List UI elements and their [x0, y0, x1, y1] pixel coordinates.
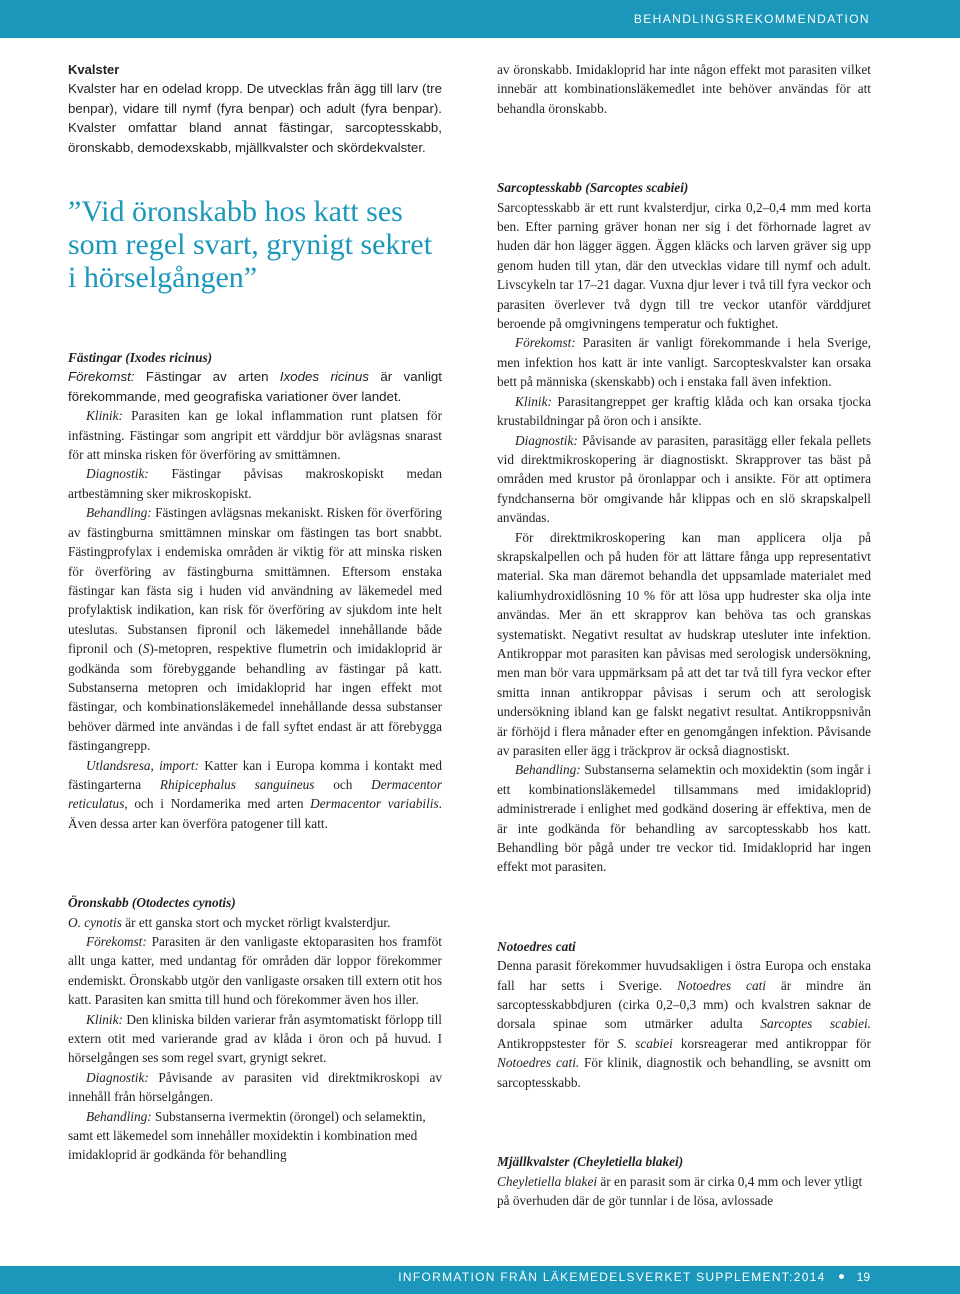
diagnostik-label: Diagnostik: [86, 1069, 149, 1085]
fastingar-behandling [68, 503, 442, 755]
text-span: För direktmikroskopering kan man applicera olja på skrapskalpellen och på huden för att lättare fånga upp representativt material. Ska man däremot behandla det uppsamlade materialet med kaliumhydroxidlösning 10 % för att lösa upp hudrester ska olja inte användas. Mer än ett skrapprov kan behöva tas och granskas systematiskt. Negativt resultat av hudskrap utesluter inte infektion. Antikroppar mot parasiten kan påvisas med serologisk undersökning, men man bör vara uppmärksam på att det tar två till fyra veckor efter smitta innan antikroppar påvisas i serum och att serologisk undersökning ibland kan ge falskt negativt resultat. Antikroppsnivån är förhöjd i flera månader efter en genomgången infektion. Påvisande av parasiten eller ägg i träckprov är också diagnostiskt. [497, 529, 871, 758]
text-span: Denna parasit förekommer huvudsakligen i östra Europa och enstaka fall har setts i Sverige. [497, 958, 871, 993]
forekomst-label: Förekomst: [68, 369, 135, 385]
section-label: BEHANDLINGSREKOMMENDATION [633, 12, 870, 26]
oronskabb-behandling [68, 1107, 442, 1165]
cheyletiella-heading: Mjällkvalster (Cheyletiella blakei) [497, 1154, 684, 1170]
sarcoptes-heading: Sarcoptesskabb (Sarcoptes scabiei) [497, 180, 689, 196]
footer-bar [0, 1266, 960, 1294]
header-bar [0, 0, 960, 38]
text-span: Påvisande av parasiten vid direktmikroskopi av innehåll från hörselgången. [68, 1069, 442, 1105]
oronskabb-intro [68, 913, 442, 932]
text-span: Sarcoptesskabb är ett runt kvalsterdjur, cirka 0,2–0,4 mm med korta ben. Efter parning gräver honan ner sig i det förhornade lagret av huden där hon lägger äggen. Äggen kläcks och larven gräver sig upp genom huden till ytan, där den utvecklas vidare till nymf och adult. Livscykeln tar 17–21 dagar. Vuxna djur lever i två till fyra veckor och parasiten överlever två dygn till tre veckor utanför värddjuret beroende på omgivningens temperatur och fuktighet. [497, 199, 871, 332]
left-column [68, 60, 442, 1165]
text-span: och [314, 776, 372, 792]
section-spacer [497, 877, 871, 937]
text-span: Fästingar av arten [134, 369, 280, 385]
fastingar-forekomst [68, 367, 442, 406]
pull-quote: ”Vid öronskabb hos katt ses som regel svart, grynigt sekret i hörselgången” [68, 195, 433, 295]
text-span: Parasiten kan ge lokal inflammation runt platsen för infästning. Fästingar som angripit ett värddjur bör avlägsnas snarast för att minska risken för överföring av smittämnen. [68, 408, 442, 463]
bullet-icon [839, 1274, 844, 1279]
text-span: Fästingen avlägsnas mekaniskt. Risken för överföring av fästingburna smittämnen minskar om fästingen tas bort snabbt. Fästingprofylax i endemiska områden är viktig för att minska risken för överföring av fästingburna smittämnen. Eftersom enstaka fästingar kan fästa sig i huden vid användning av läkemedel med profylaktisk indikation, kan risk för överföring av sjukdom inte helt uteslutas. Substansen fipronil och läkemedel innehållande både fipronil och ( [68, 505, 442, 657]
diagnostik-label: Diagnostik: [86, 466, 149, 482]
sarcoptes-direktmikroskopering [497, 528, 871, 761]
sarcoptes-klinik [497, 392, 871, 431]
sarcoptes-diagnostik [497, 431, 871, 528]
text-span: Antikroppstester för [497, 1035, 618, 1051]
species-name: Ixodes ricinus [279, 369, 369, 385]
text-span: Påvisande av parasiten, parasitägg eller fekala pellets vid direktmikroskopering är diagnostiskt. Skrapprover tas bäst på områden med krustor på öronlappar och i ansikte. För att optimera fyndchanserna bör omgivande hår klippas och en slö skrapskalpell användas. [497, 432, 871, 526]
text-span: är en parasit som är cirka 0,4 mm och lever ytligt på överhuden där de gör tunnlar i de lösa, avlossade [497, 1173, 863, 1208]
sarcoptes-intro [497, 198, 871, 334]
klinik-label: Klinik: [86, 408, 123, 424]
species-name: Cheyletiella blakei [497, 1173, 598, 1189]
publication-label: INFORMATION FRÅN LÄKEMEDELSVERKET SUPPLEMENT:2014 [398, 1270, 826, 1284]
oronskabb-heading: Öronskabb (Otodectes cynotis) [68, 895, 236, 911]
species-name: Dermacentor variabilis [310, 796, 439, 812]
text-span: Parasiten är vanligt förekommande i hela Sverige, men infektion hos katt är inte vanligt. Sarcopteskvalster kan orsaka bett på människa (skenskabb) och i enstaka fall även infektion. [497, 335, 871, 390]
klinik-label: Klinik: [86, 1011, 123, 1027]
diagnostik-label: Diagnostik: [515, 432, 578, 448]
oronskabb-forekomst [68, 932, 442, 1010]
fastingar-heading: Fästingar (Ixodes ricinus) [68, 350, 213, 366]
species-name: Notoedres cati [677, 977, 766, 993]
section-spacer [497, 118, 871, 178]
text-span: Substanserna ivermektin (örongel) och selamektin, samt ett läkemedel som innehåller moxidektin i kombination med imidakloprid är godkända för behandling [68, 1108, 426, 1163]
sarcoptes-forekomst [497, 333, 871, 391]
text-span: är vanligt förekommande, med geografiska variationer över landet. [68, 369, 442, 404]
notoedres-heading: Notoedres cati [497, 938, 576, 954]
section-spacer [497, 1092, 871, 1152]
text-span: Parasiten är den vanligaste ektoparasiten hos framföt allt unga katter, med undantag för områden där loppor förekommer endemiskt. Öronskabb utgör den vanligaste orsaken till extern otit hos katt. Parasiten kan smitta till hund och förekommer även hos iller. [68, 934, 442, 1008]
text-span: , och i Nordamerika med arten [124, 796, 311, 812]
oronskabb-diagnostik [68, 1068, 442, 1107]
species-name: Rhipicephalus sanguineus [159, 776, 315, 792]
oronskabb-klinik [68, 1010, 442, 1068]
species-name: Notoedres cati. [497, 1055, 580, 1071]
text-span: För klinik, diagnostik och behandling, se avsnitt om sarcoptesskabb. [497, 1055, 871, 1090]
fastingar-utlandsresa [68, 756, 442, 834]
notoedres-paragraph [497, 956, 871, 1092]
behandling-label: Behandling: [86, 505, 152, 521]
right-column [497, 60, 871, 1210]
text-span: . Även dessa arter kan överföra patogener till katt. [68, 796, 442, 831]
behandling-label: Behandling: [86, 1108, 152, 1124]
fastingar-klinik [68, 406, 442, 464]
text-span: S [142, 641, 150, 657]
forekomst-label: Förekomst: [515, 335, 576, 351]
section-spacer [68, 833, 442, 893]
species-name: Sarcoptes scabiei. [760, 1016, 871, 1032]
utlandsresa-label: Utlandsresa, import: [86, 757, 199, 773]
text-span: är mindre än sarcoptesskabbdjuren (cirka 0,2–0,3 mm) och kvalstren saknar de dorsala spinae som utmärker adulta [497, 977, 871, 1032]
text-span: Substanserna selamektin och moxidektin (som ingår i ett kombinationsläkemedel tillsammans med imidakloprid) administrerade i enlighet med godkänd dosering är effektiva, men de är inte godkända för behandling av sarcoptesskabb hos katt. Behandling bör pågå under tre veckor tid. Imidakloprid har ingen effekt mot parasiten. [497, 762, 871, 875]
text-span: Katter kan i Europa komma i kontakt med fästingarterna [68, 757, 442, 792]
fastingar-diagnostik [68, 464, 442, 503]
cheyletiella-paragraph [497, 1172, 871, 1211]
text-span: Fästingar påvisas makroskopiskt medan artbestämning sker mikroskopiskt. [68, 466, 442, 501]
forekomst-label: Förekomst: [86, 934, 147, 949]
species-name: O. cynotis [68, 914, 122, 930]
behandling-label: Behandling: [515, 762, 581, 778]
text-span: av öronskabb. Imidakloprid har inte någon effekt mot parasiten vilket innebär att kombinationsläkemedlet inte behöver användas för att behandla öronskabb. [497, 62, 871, 116]
klinik-label: Klinik: [515, 393, 552, 409]
kvalster-text: Kvalster har en odelad kropp. De utvecklas från ägg till larv (tre benpar), vidare till nymf (fyra benpar) och adult (fyra benpar). Kvalster omfattar bland annat fästingar, sarcoptesskabb, öronskabb, demodexskabb, mjällkvalster och skördekvalster. [68, 81, 442, 155]
text-span: korsreagerar med antikroppar för [672, 1035, 871, 1051]
sarcoptes-behandling [497, 760, 871, 876]
continued-paragraph [497, 60, 871, 118]
page-number: 19 [856, 1270, 870, 1284]
text-span: )-metopren, respektive flumetrin och imidakloprid är godkända som förebyggande behandling av fästingar på katt. Substanserna metopren och imidakloprid har ingen effekt mot fästingar, och kombinationsläkemedel innehållande dessa substanser behöver därmed inte användas i de fall syftet endast är att förebygga fästingangrepp. [68, 641, 442, 754]
species-name: Dermacentor reticulatus [68, 776, 443, 812]
footer-text [398, 1270, 870, 1284]
kvalster-paragraph [68, 79, 442, 157]
kvalster-heading: Kvalster [68, 62, 120, 77]
text-span: Parasitangreppet ger kraftig klåda och kan orsaka tjocka krustabildningar på öron och i ansikte. [497, 393, 871, 429]
text-span: Den kliniska bilden varierar från asymtomatiskt förlopp till extern otit med varierande grad av klåda i öron och på huvud. I hörselgången ses som regel svart, grynigt sekret. [68, 1011, 442, 1066]
text-span: är ett ganska stort och mycket rörligt kvalsterdjur. [121, 914, 391, 930]
species-name: S. scabiei [617, 1035, 673, 1051]
